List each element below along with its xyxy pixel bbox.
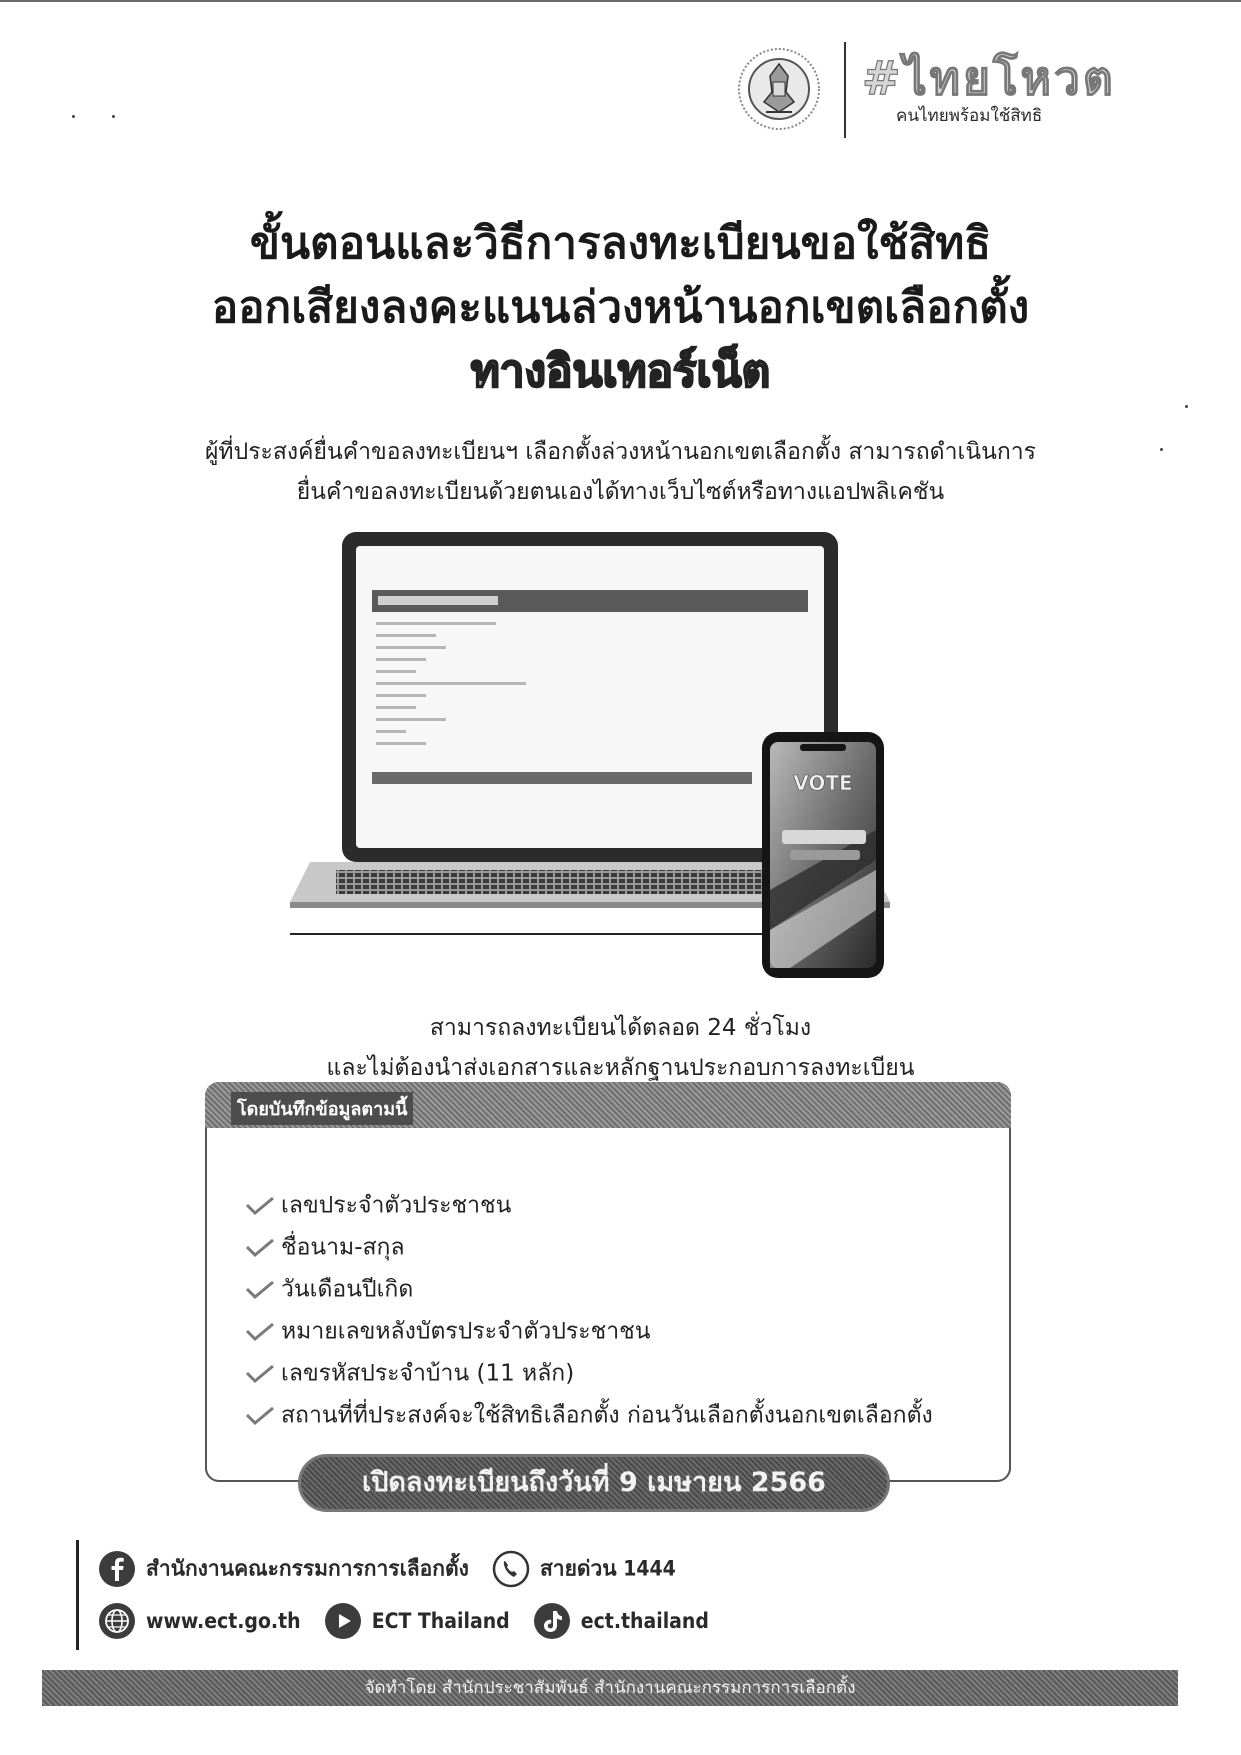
facebook-contact[interactable]: สำนักงานคณะกรรมการการเลือกตั้ง [98,1550,469,1588]
footer-credit: จัดทำโดย สำนักประชาสัมพันธ์ สำนักงานคณะกรรมการการเลือกตั้ง [42,1670,1178,1706]
check-icon [245,1279,275,1301]
required-info-box [205,1082,1011,1482]
check-icon [245,1237,275,1259]
website-contact[interactable]: www.ect.go.th [98,1602,301,1640]
check-icon [245,1321,275,1343]
facebook-icon [98,1550,136,1588]
phone-icon [492,1550,530,1588]
check-icon [245,1195,275,1217]
title-line-2: ออกเสียงลงคะแนนล่วงหน้านอกเขตเลือกตั้ง [211,282,1030,333]
globe-icon [98,1602,136,1640]
contact-row-2 [98,1602,727,1646]
youtube-contact[interactable]: ECT Thailand [324,1602,510,1640]
list-item: สถานที่ที่ประสงค์จะใช้สิทธิเลือกตั้ง ก่อนวันเลือกตั้งนอกเขตเลือกตั้ง [245,1394,985,1436]
logo-area [736,40,1136,140]
info-box-header-label: โดยบันทึกข้อมูลตามนี้ [231,1092,413,1125]
list-item: หมายเลขหลังบัตรประจำตัวประชาชน [245,1310,985,1352]
registration-deadline-banner: เปิดลงทะเบียนถึงวันที่ 9 เมษายน 2566 [298,1454,890,1512]
tiktok-contact[interactable]: ect.thailand [533,1602,709,1640]
hotline-contact[interactable]: สายด่วน 1444 [492,1550,676,1588]
check-icon [245,1363,275,1385]
intro-text [110,432,1131,512]
tiktok-icon [533,1602,571,1640]
speck [1185,405,1188,408]
logo-divider [844,42,846,138]
contact-divider [76,1540,79,1650]
title-line-3: ทางอินเทอร์เน็ต [470,346,771,397]
intro-line-1: ผู้ที่ประสงค์ยื่นคำขอลงทะเบียนฯ เลือกตั้งล่วงหน้านอกเขตเลือกตั้ง สามารถดำเนินการ [204,439,1037,465]
note-line-1: สามารถลงทะเบียนได้ตลอด 24 ชั่วโมง [429,1015,812,1041]
laptop-phone-illustration [290,530,950,980]
registration-note [180,1008,1061,1088]
campaign-tagline: คนไทยพร้อมใช้สิทธิ [896,106,1043,126]
list-item: เลขประจำตัวประชาชน [245,1184,985,1226]
info-box-header [205,1082,1011,1128]
speck [1160,448,1163,451]
list-item: วันเดือนปีเกิด [245,1268,985,1310]
ect-seal-icon [736,46,822,132]
youtube-icon [324,1602,362,1640]
campaign-logo-text: #ไทยโหวต [862,51,1116,105]
speck [72,115,75,118]
phone-vote-label: VOTE [793,771,853,795]
check-icon [245,1405,275,1427]
top-rule [0,0,1241,2]
contact-row-1 [98,1550,694,1594]
list-item: ชื่อนาม-สกุล [245,1226,985,1268]
required-info-list [245,1184,985,1436]
title-line-1: ขั้นตอนและวิธีการลงทะเบียนขอใช้สิทธิ [249,218,992,269]
note-line-2: และไม่ต้องนำส่งเอกสารและหลักฐานประกอบการลงทะเบียน [326,1055,915,1081]
page-title [80,212,1161,404]
list-item: เลขรหัสประจำบ้าน (11 หลัก) [245,1352,985,1394]
speck [112,115,115,118]
screen-submit-bar [372,772,752,784]
intro-line-2: ยื่นคำขอลงทะเบียนด้วยตนเองได้ทางเว็บไซต์หรือทางแอปพลิเคชัน [296,479,945,505]
